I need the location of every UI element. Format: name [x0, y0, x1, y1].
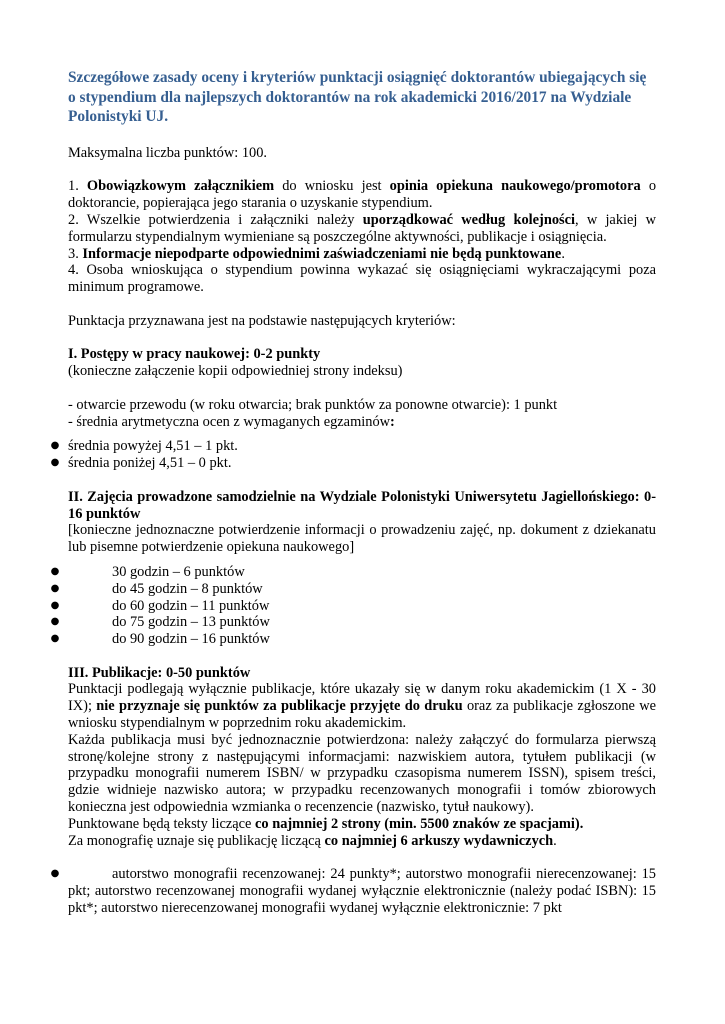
section-3-heading: III. Publikacje: 0-50 punktów: [68, 664, 251, 681]
list-item: ● 30 godzin – 6 punktów: [68, 564, 656, 581]
list-item: ● do 60 godzin – 11 punktów: [68, 598, 656, 615]
section-3-bullets: [50, 866, 656, 916]
bullet-icon: ●: [50, 565, 60, 577]
list-item: ● do 45 godzin – 8 punktów: [68, 581, 656, 598]
rule-4: 4. Osoba wnioskująca o stypendium powinna wykazać się osiągnięciami wykraczającymi poza minimum programowe.: [68, 262, 656, 296]
list-item: ● średnia poniżej 4,51 – 0 pkt.: [68, 455, 656, 472]
bullet-icon: ●: [50, 633, 60, 645]
bullet-icon: ●: [50, 457, 60, 469]
rule-2: 2. Wszelkie potwierdzenia i załączniki należy uporządkować według kolejności, w jakiej w formularzu stypendialnym wymieniane są poszczególne aktywności, publikacje i osiągnięcia.: [68, 211, 657, 245]
section-1-heading: I. Postępy w pracy naukowej: 0-2 punkty: [68, 346, 321, 363]
list-item: ● do 75 godzin – 13 punktów: [68, 614, 656, 631]
rule-3: 3. Informacje niepodparte odpowiednimi zaświadczeniami nie będą punktowane.: [68, 245, 565, 262]
bullet-icon: ●: [50, 440, 60, 452]
bullet-icon: ●: [50, 616, 60, 628]
section-1-bullets: [50, 438, 656, 472]
section-1-note: (konieczne załączenie kopii odpowiedniej strony indeksu): [68, 363, 403, 380]
section-3-paragraph-3: Punktowane będą teksty liczące co najmniej 2 strony (min. 5500 znaków ze spacjami).: [68, 815, 584, 832]
list-item: ● autorstwo monografii recenzowanej: 24 punkty*; autorstwo monografii nierecenzowanej: 15 pkt; autorstwo recenzowanej monografii wydanej wyłącznie elektronicznie (należy podać ISBN): 15 pkt*; autorstwo nierecenzowanej monografii wydanej wyłącznie elektronicznie: 7 pkt: [68, 866, 656, 916]
section-2-heading: II. Zajęcia prowadzone samodzielnie na Wydziale Polonistyki Uniwersytetu Jagiellońskiego: 0-16 punktów: [68, 488, 656, 522]
criteria-intro: Punktacja przyznawana jest na podstawie następujących kryteriów:: [68, 312, 456, 329]
section-3-paragraph-1: Punktacji podlegają wyłącznie publikacje, które ukazały się w danym roku akademickim (1 X - 30 IX); nie przyznaje się punktów za publikacje przyjęte do druku oraz za publikacje zgłoszone we wniosku stypendialnym w poprzednim roku akademickim.: [68, 681, 656, 732]
document-title: Szczegółowe zasady oceny i kryteriów punktacji osiągnięć doktorantów ubiegających się o stypendium dla najlepszych doktorantów na rok akademicki 2016/2017 na Wydziale Polonistyki UJ.: [68, 69, 647, 126]
section-1-line-2: - średnia arytmetyczna ocen z wymaganych egzaminów:: [68, 413, 395, 430]
section-2-note: [konieczne jednoznaczne potwierdzenie informacji o prowadzeniu zajęć, np. dokument z dziekanatu lub pisemne potwierdzenie opiekuna naukowego]: [68, 522, 656, 556]
list-item: ● do 90 godzin – 16 punktów: [68, 631, 656, 648]
section-3-paragraph-4: Za monografię uznaje się publikację liczącą co najmniej 6 arkuszy wydawniczych.: [68, 832, 557, 849]
list-item: ● średnia powyżej 4,51 – 1 pkt.: [68, 438, 656, 455]
section-2-bullets: [50, 563, 656, 648]
rule-1: 1. Obowiązkowym załącznikiem do wniosku jest opinia opiekuna naukowego/promotora o doktorancie, popierająca jego starania o uzyskanie stypendium.: [68, 178, 657, 212]
document-body: [50, 68, 657, 917]
section-3-paragraph-2: Każda publikacja musi być jednoznacznie potwierdzona: należy załączyć do formularza pierwszą stronę/kolejne strony z następującymi informacjami: nazwiskiem autora, tytułem publikacji (w przypadku monografii numerem ISBN/ w przypadku czasopisma numerem ISSN), spisem treści, gdzie widnieje nazwisko autora; w przypadku recenzowanych monografii i tomów zbiorowych konieczna jest odpowiednia wzmianka o recenzencie (nazwisko, tytuł naukowy).: [68, 731, 656, 816]
max-points: Maksymalna liczba punktów: 100.: [68, 144, 268, 161]
bullet-icon: ●: [50, 582, 60, 594]
bullet-icon: ●: [50, 868, 60, 880]
section-1-line-1: - otwarcie przewodu (w roku otwarcia; brak punktów za ponowne otwarcie): 1 punkt: [68, 396, 558, 413]
bullet-icon: ●: [50, 599, 60, 611]
